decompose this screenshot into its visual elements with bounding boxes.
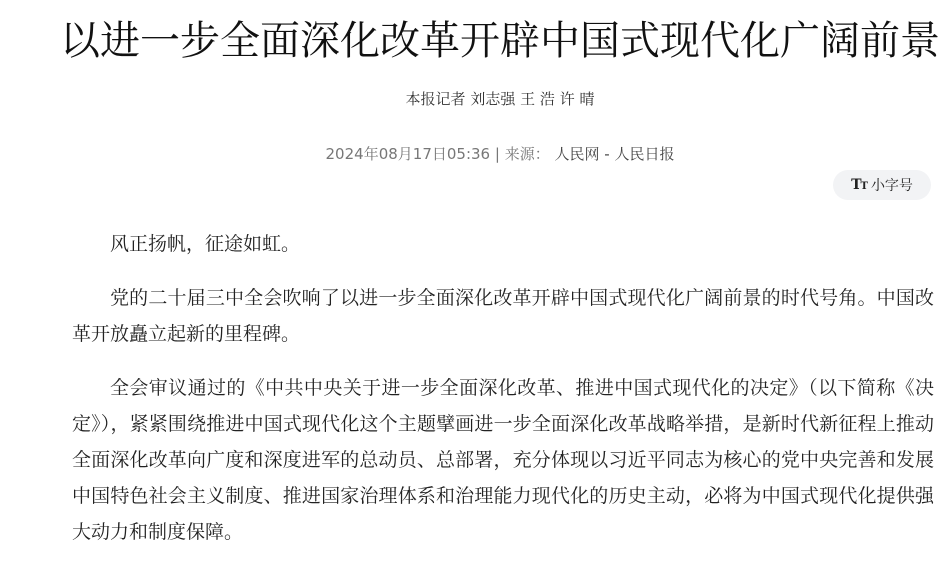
author-name: 许 晴 <box>559 90 595 108</box>
meta-separator: | <box>494 145 500 163</box>
article-title: 以进一步全面深化改革开辟中国式现代化广阔前景 <box>60 18 940 64</box>
source-label: 来源： <box>504 145 550 163</box>
article-paragraph: 党的二十届三中全会吹响了以进一步全面深化改革开辟中国式现代化广阔前景的时代号角。中国改革开放矗立起新的里程碑。 <box>72 287 934 345</box>
font-size-toggle-label: 小字号 <box>870 178 913 194</box>
byline <box>0 88 950 110</box>
source-link[interactable]: 人民网 - 人民日报 <box>554 145 675 163</box>
publish-datetime: 2024年08月17日05:36 <box>325 145 491 163</box>
author-name: 刘志强 <box>470 90 516 108</box>
article-meta <box>0 143 950 165</box>
byline-prefix: 本报记者 <box>405 90 466 108</box>
author-name: 王 浩 <box>520 90 555 108</box>
article-body <box>72 226 934 568</box>
font-size-toggle-button[interactable] <box>833 170 931 200</box>
article-paragraph: 风正扬帆，征途如虹。 <box>110 233 301 255</box>
article-paragraph: 全会审议通过的《中共中央关于进一步全面深化改革、推进中国式现代化的决定》（以下简称《决定》），紧紧围绕推进中国式现代化这个主题擘画进一步全面深化改革战略举措，是新时代新征程上推动全面深化改革向广度和深度进军的总动员、总部署，充分体现以习近平同志为核心的党中央完善和发展中国特色社会主义制度、推进国家治理体系和治理能力现代化的历史主动，必将为中国式现代化提供强大动力和制度保障。 <box>72 377 934 543</box>
text-size-icon: TT <box>851 177 867 193</box>
